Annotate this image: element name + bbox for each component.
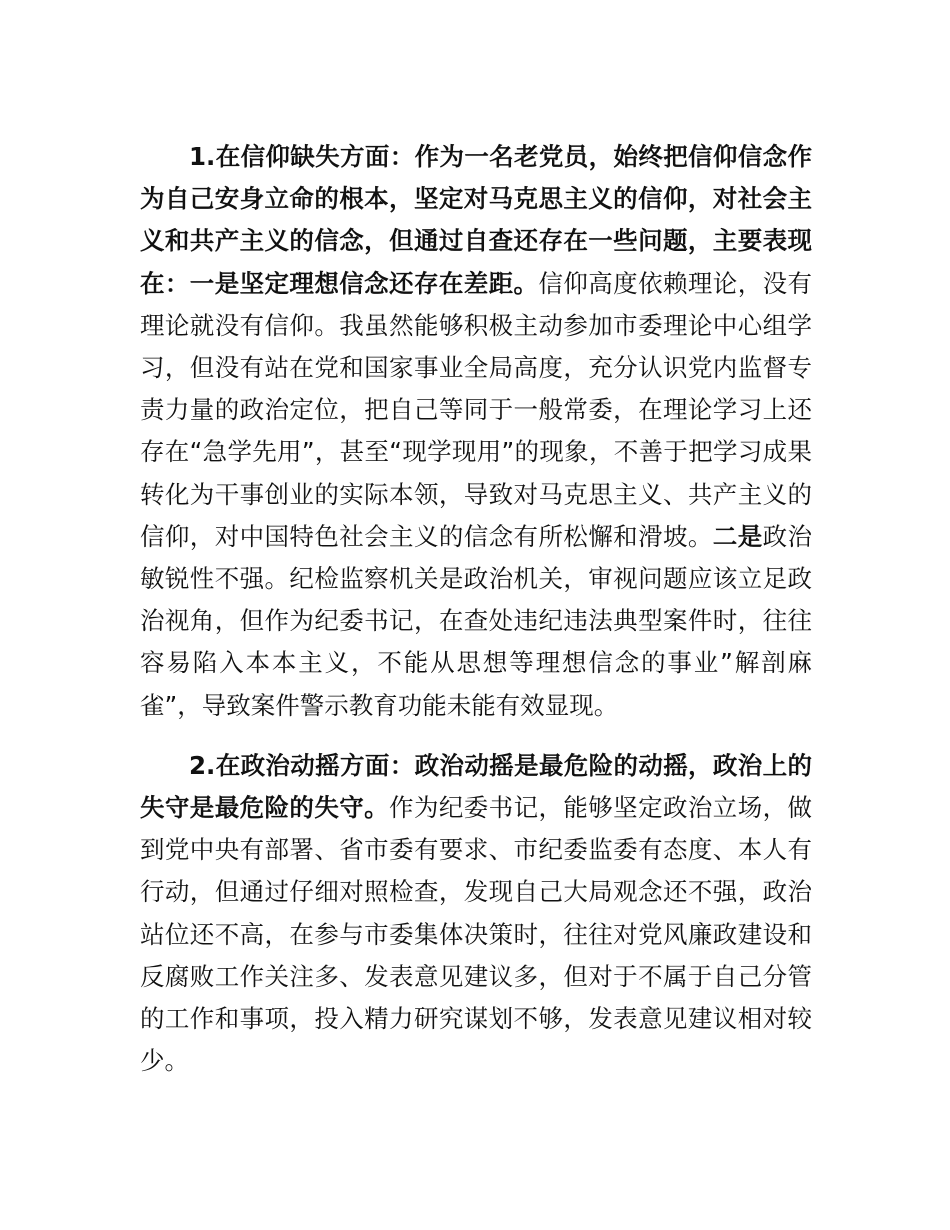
- body-text: 政治敏锐性不强。纪检监察机关是政治机关，审视问题应该立足政治视角，但作为纪委书记，在查处违纪违法典型案件时，往往容易陷入本本主义，不能从思想等理想信念的事业”解剖麻雀”，导致案件警示教育功能未能有效显现。: [140, 521, 813, 720]
- body-text: 作为纪委书记，能够坚定政治立场，做到党中央有部署、省市委有要求、市纪委监委有态度、本人有行动，但通过仔细对照检查，发现自己大局观念还不强，政治站位还不高，在参与市委集体决策时，往往对党风廉政建设和反腐败工作关注多、发表意见建议多，但对于不属于自己分管的工作和事项，投入精力研究谋划不够，发表意见建议相对较少。: [140, 793, 813, 1076]
- body-text: 信仰高度依赖理论，没有理论就没有信仰。我虽然能够积极主动参加市委理论中心组学习，但没有站在党和国家事业全局高度，充分认识党内监督专责力量的政治定位，把自己等同于一般常委，在理论学习上还存在“急学先用”，甚至“现学现用”的现象，不善于把学习成果转化为干事创业的实际本领，导致对马克思主义、共产主义的信仰，对中国特色社会主义的信念有所松懈和滑坡。: [140, 268, 813, 551]
- paragraph-politics: [140, 745, 812, 1083]
- emphasis-text: 二是: [712, 521, 763, 551]
- heading-politics: 2.在政治动摇方面：政治动摇是最危险的动摇，政治上的失守是最危险的失守。: [140, 750, 812, 823]
- document-body: [140, 136, 812, 1082]
- paragraph-faith: [140, 136, 812, 727]
- heading-faith: 1.在信仰缺失方面：作为一名老党员，始终把信仰信念作为自己安身立命的根本，坚定对马克思主义的信仰，对社会主义和共产主义的信念，但通过自查还存在一些问题，主要表现在：一是坚定理想信念还存在差距。: [140, 142, 812, 298]
